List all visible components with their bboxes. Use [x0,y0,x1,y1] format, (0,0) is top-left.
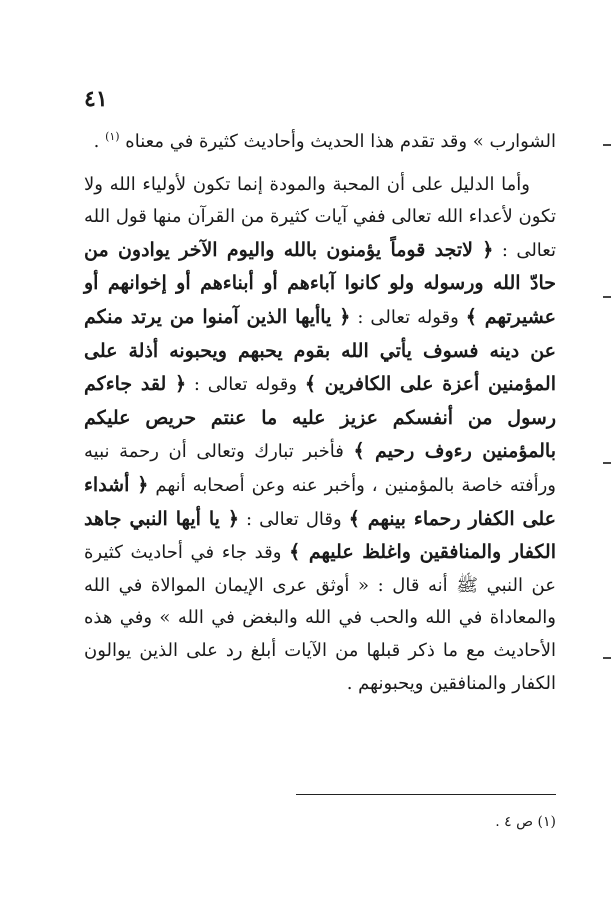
page-body [84,126,556,700]
paragraph-2-conclusion: وقد جاء في أحاديث كثيرة عن النبي ﷺ أنه قال : « أوثق عرى الإيمان الموالاة في الله والمعاداة في الله والحب في الله والبغض في الله » وفي هذه الأحاديث مع ما ذكر قبلها من الآيات أبلغ رد على الذين يوالون الكفار والمنافقين ويحبونهم . [84,542,556,694]
margin-mark [603,462,611,464]
paragraph-2-link-2: وقوله تعالى : [186,374,305,396]
margin-mark [603,657,611,659]
paragraph-2 [84,169,556,701]
paragraph-1-end: . [93,131,106,152]
paragraph-2-link-1: وقوله تعالى : [350,306,466,328]
quran-verse-4: ﴿ أشداء على الكفار رحماء بينهم ﴾ [84,473,556,530]
margin-mark [603,296,611,298]
footnote-separator [296,794,556,795]
page-number: ٤١ [84,86,108,112]
footnote: (١) ص ٤ . [495,814,556,830]
footnote-reference: (١) [105,130,120,143]
paragraph-1 [84,126,556,159]
quran-verse-3: ﴿ لقد جاءكم رسول من أنفسكم عزيز عليه ما عنتم حريص عليكم بالمؤمنين رءوف رحيم ﴾ [84,373,557,463]
paragraph-2-intro: وأما الدليل على أن المحبة والمودة إنما تكون لأولياء الله ولا تكون لأعداء الله تعالى ففي آيات كثيرة من القرآن منها قول الله تعالى : [84,173,556,261]
quran-verse-2: ﴿ ياأيها الذين آمنوا من يرتد منكم عن دينه فسوف يأتي الله بقوم يحبهم ويحبونه أذلة على المؤمنين أعزة على الكافرين ﴾ [84,305,556,396]
margin-mark [603,144,611,146]
paragraph-2-commentary: فأخبر تبارك وتعالى أن رحمة نبيه ورأفته خاصة بالمؤمنين ، وأخبر عنه وعن أصحابه أنهم [84,441,556,496]
paragraph-1-text: الشوارب » وقد تقدم هذا الحديث وأحاديث كثيرة في معناه [119,131,556,152]
quran-verse-1: ﴿ لاتجد قوماً يؤمنون بالله واليوم الآخر يوادون من حادّ الله ورسوله ولو كانوا آباءهم أو أبناءهم أو إخوانهم أو عشيرتهم ﴾ [84,238,557,328]
paragraph-2-link-3: وقال تعالى : [238,508,349,530]
quran-verse-5: ﴿ يا أيها النبي جاهد الكفار والمنافقين واغلظ عليهم ﴾ [84,507,556,564]
